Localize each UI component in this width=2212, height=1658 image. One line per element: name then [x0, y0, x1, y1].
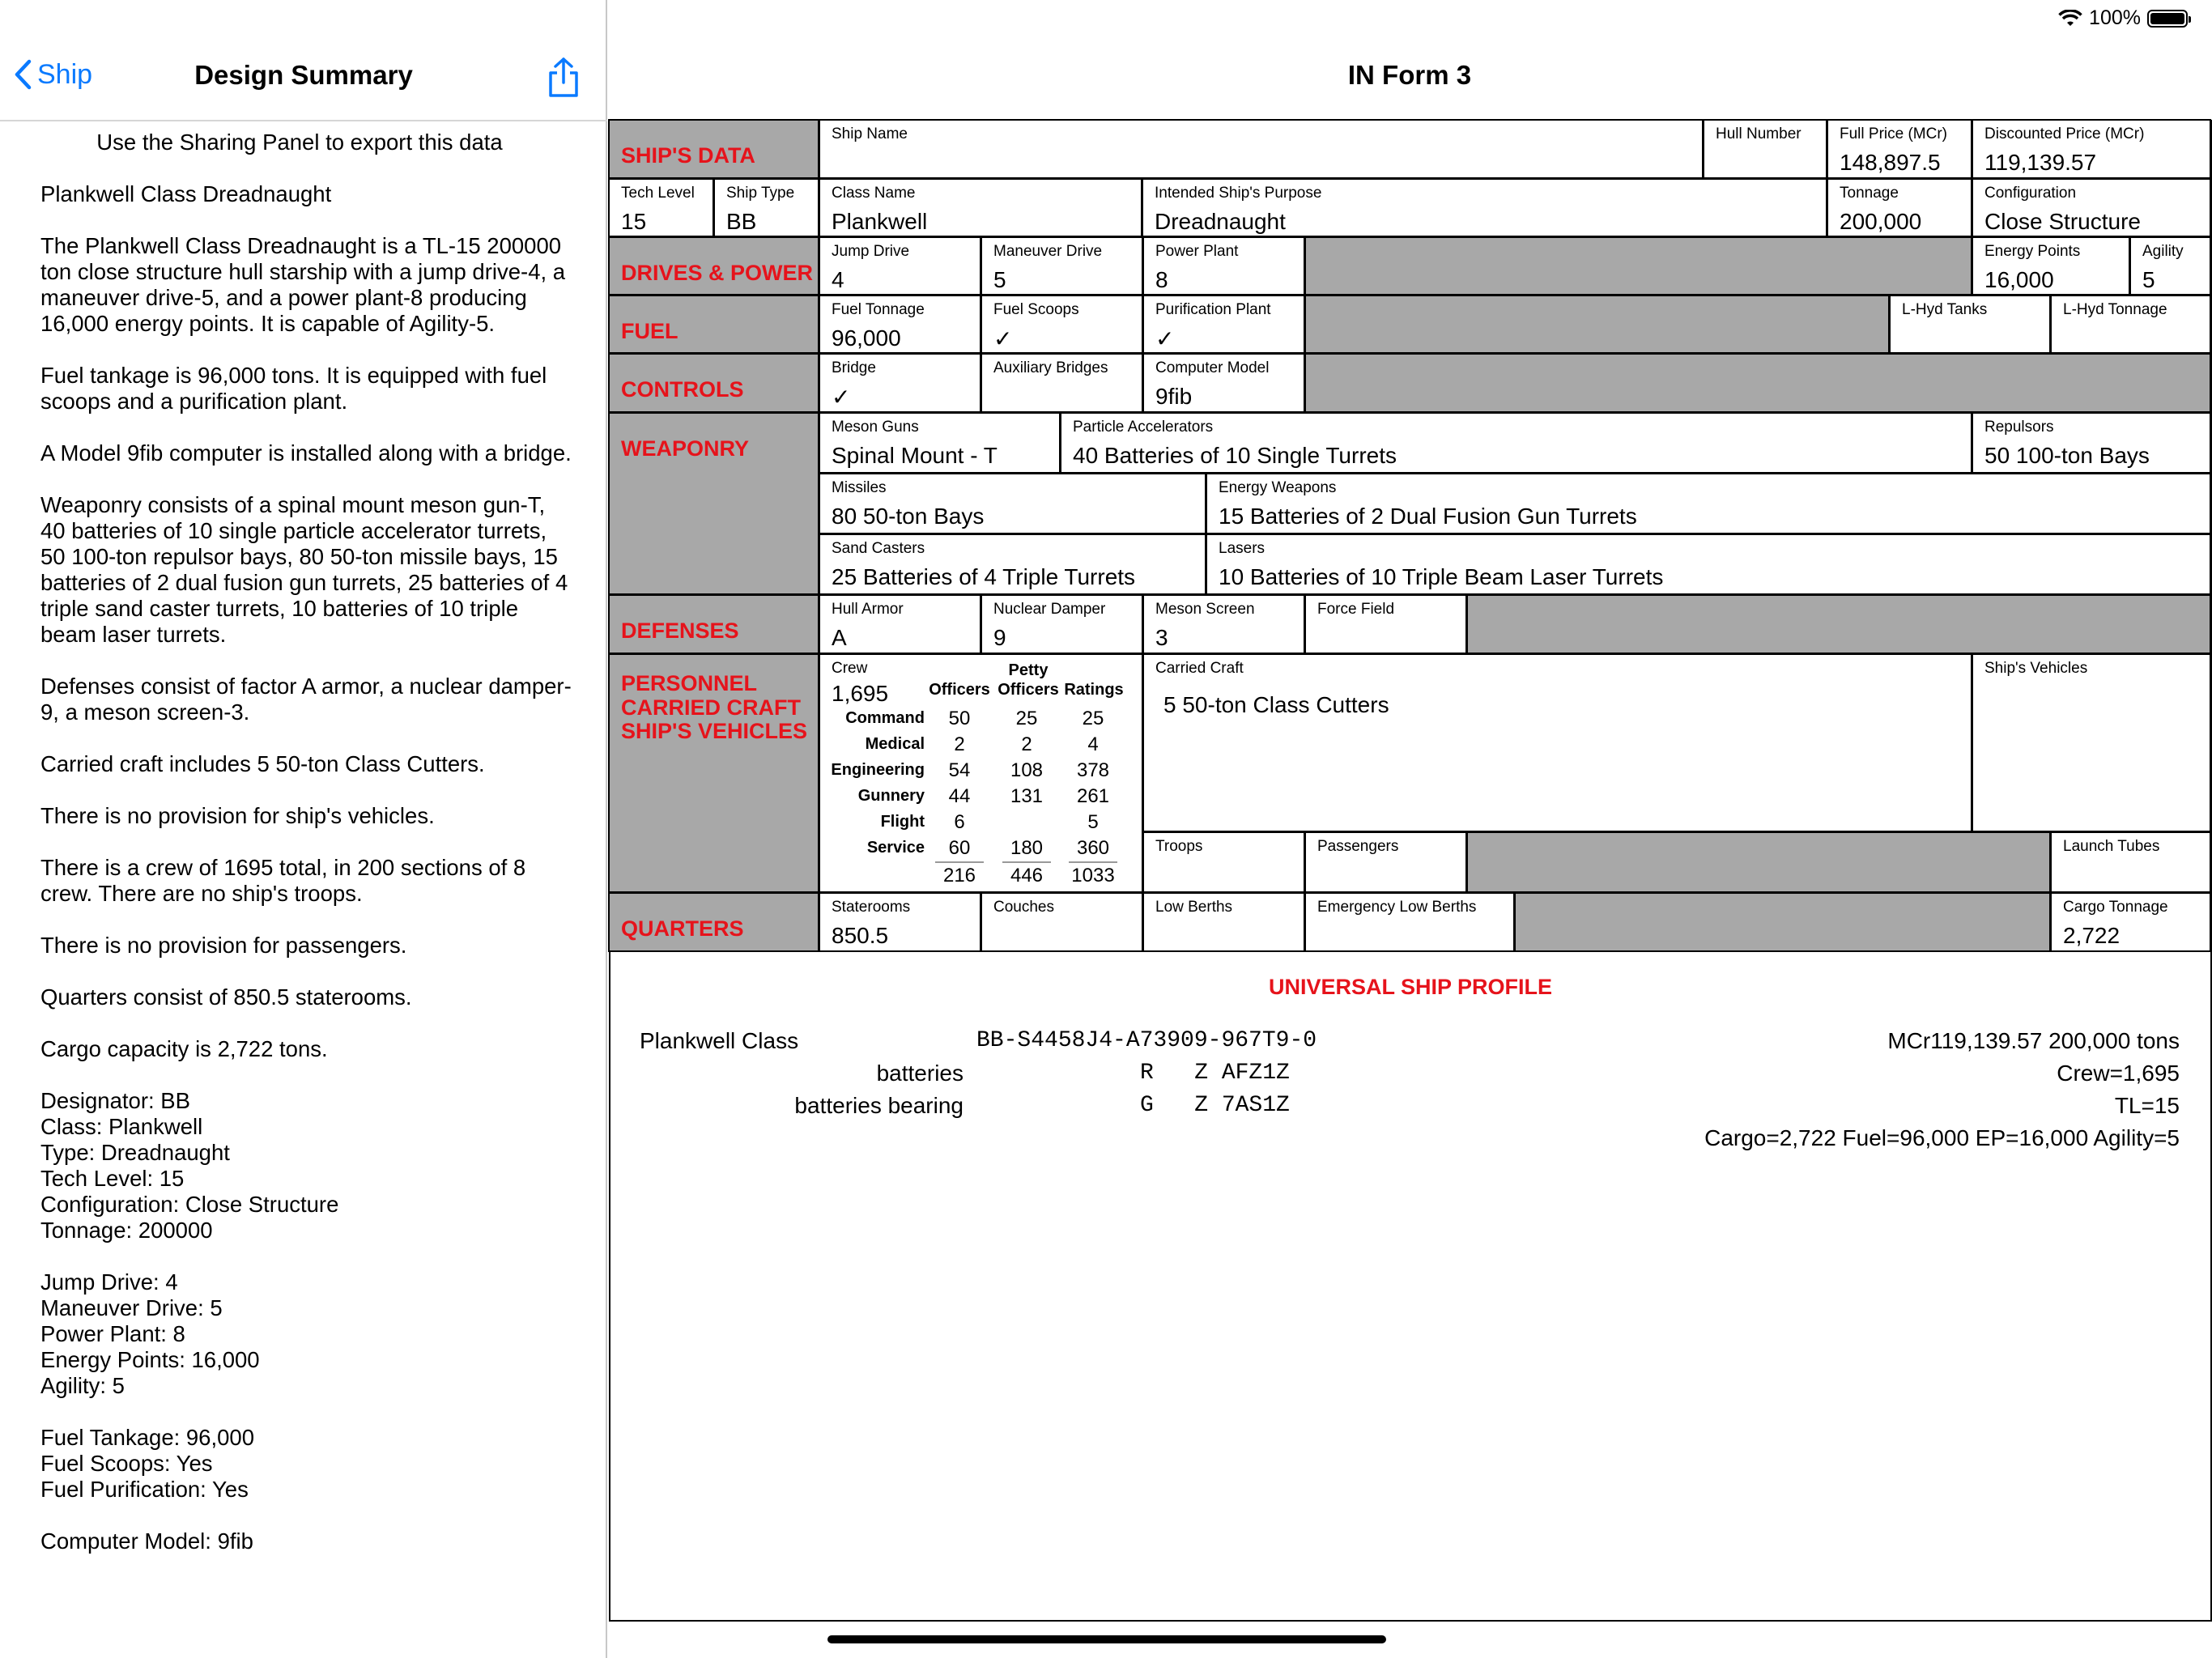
crew-header-ratings: Ratings	[1064, 681, 1124, 699]
blank-gray-cell	[1514, 892, 2051, 952]
ship-type-field[interactable]	[713, 178, 819, 237]
field-value: 96,000	[832, 325, 901, 351]
blank-gray-cell	[1466, 831, 2051, 893]
export-hint: Use the Sharing Panel to export this data	[96, 130, 503, 155]
field-label: Ship Name	[832, 125, 908, 142]
field-value: 9fib	[1155, 384, 1193, 409]
section-ships-data	[608, 119, 819, 179]
ship-name-field[interactable]	[819, 119, 1704, 179]
hull-armor-field[interactable]	[819, 594, 981, 654]
field-label: Repulsors	[1984, 419, 2054, 436]
field-value: 850.5	[832, 923, 889, 948]
field-value: Plankwell	[832, 209, 928, 234]
field-value: Dreadnaught	[1155, 209, 1286, 234]
blank-gray-cell	[1304, 236, 1972, 295]
field-label: Discounted Price (MCr)	[1984, 125, 2145, 142]
usp-crew: Crew=1,695	[2057, 1061, 2180, 1086]
section-label: QUARTERS	[621, 916, 744, 941]
summary-paragraph: There is a crew of 1695 total, in 200 sections of 8 crew. There are no ship's troops.	[40, 855, 526, 906]
field-label: Fuel Scoops	[993, 301, 1079, 318]
lasers-field[interactable]	[1206, 534, 2211, 595]
field-label: Low Berths	[1155, 899, 1233, 916]
crew-cell: 54	[948, 759, 971, 781]
field-value: 148,897.5	[1840, 150, 1941, 175]
field-label: Lasers	[1219, 540, 1266, 557]
field-label: Purification Plant	[1155, 301, 1271, 318]
summary-paragraph: Cargo capacity is 2,722 tons.	[40, 1036, 328, 1061]
usp-title: UNIVERSAL SHIP PROFILE	[1268, 975, 1553, 999]
blank-gray-cell	[1466, 594, 2211, 654]
field-label: Maneuver Drive	[993, 243, 1103, 260]
field-value: 10 Batteries of 10 Triple Beam Laser Turrets	[1219, 564, 1664, 589]
summary-paragraph: Computer Model: 9fib	[40, 1528, 253, 1554]
fuel-tonnage-field[interactable]	[819, 295, 981, 354]
tonnage-field[interactable]	[1827, 178, 1972, 237]
usp-batteries-bearing-code: G Z 7AS1Z	[1140, 1093, 1290, 1118]
field-value: ✓	[993, 326, 1013, 351]
field-value: 15	[621, 209, 647, 234]
field-value: 3	[1155, 625, 1168, 650]
section-drives-power	[608, 236, 819, 295]
energy-points-field[interactable]	[1972, 236, 2130, 295]
summary-paragraph: Fuel tankage is 96,000 tons. It is equipped with fuel scoops and a purification plant.	[40, 363, 547, 414]
crew-cell: 378	[1076, 759, 1110, 781]
field-label: Energy Weapons	[1219, 479, 1337, 496]
field-label: Force Field	[1317, 601, 1395, 618]
field-label: Launch Tubes	[2063, 838, 2160, 855]
crew-cell: 25	[1082, 708, 1104, 729]
field-label: Jump Drive	[832, 243, 910, 260]
crew-total-divider	[1069, 861, 1117, 863]
section-label: CARRIED CRAFT	[621, 695, 801, 720]
summary-paragraph: Plankwell Class Dreadnaught	[40, 181, 332, 206]
section-quarters	[608, 892, 819, 952]
meson-screen-field[interactable]	[1142, 594, 1305, 654]
summary-paragraph: There is no provision for passengers.	[40, 933, 407, 958]
crew-total: 1,695	[832, 681, 889, 706]
staterooms-field[interactable]	[819, 892, 981, 952]
section-defenses	[608, 594, 819, 654]
section-fuel	[608, 295, 819, 354]
field-label: Troops	[1155, 838, 1203, 855]
crew-cell: 180	[1010, 837, 1044, 859]
home-indicator[interactable]	[827, 1635, 1386, 1643]
field-label: Couches	[993, 899, 1054, 916]
carried-craft-field[interactable]	[1142, 653, 1972, 832]
field-value: 8	[1155, 267, 1168, 292]
section-label: SHIP'S VEHICLES	[621, 719, 807, 743]
field-value: 200,000	[1840, 209, 1922, 234]
class-name-field[interactable]	[819, 178, 1142, 237]
share-button[interactable]	[544, 57, 583, 99]
usp-code: BB-S4458J4-A73909-967T9-0	[976, 1028, 1317, 1053]
summary-paragraph: Weaponry consists of a spinal mount meson gun-T, 40 batteries of 10 single particle accelerator turrets, 50 100-ton repulsor bays, 80 50-ton missile bays, 15 batteries of 2 dual fusion gun turrets, 25 batteries of 4 triple sand caster turrets, 10 batteries of 10 triple beam laser turrets.	[40, 492, 568, 647]
hull-number-field[interactable]	[1703, 119, 1827, 179]
missiles-field[interactable]	[819, 473, 1206, 534]
field-label: Auxiliary Bridges	[993, 359, 1108, 376]
nuclear-damper-field[interactable]	[981, 594, 1143, 654]
summary-paragraph: Carried craft includes 5 50-ton Class Cutters.	[40, 751, 485, 776]
field-value: Spinal Mount - T	[832, 443, 998, 468]
section-label: FUEL	[621, 319, 678, 343]
field-label: Full Price (MCr)	[1840, 125, 1947, 142]
back-button-label: Ship	[37, 58, 93, 90]
wifi-icon	[2058, 10, 2082, 28]
low-berths-field[interactable]	[1142, 892, 1305, 952]
usp-price-tonnage: MCr119,139.57 200,000 tons	[1887, 1028, 2180, 1053]
field-label: Agility	[2142, 243, 2184, 260]
usp-tech-level: TL=15	[2114, 1093, 2180, 1118]
field-label: Computer Model	[1155, 359, 1270, 376]
field-label: L-Hyd Tonnage	[2063, 301, 2167, 318]
field-value: 5 50-ton Class Cutters	[1163, 692, 1389, 717]
field-label: Meson Guns	[832, 419, 919, 436]
status-bar-right	[2058, 6, 2188, 30]
section-label: WEAPONRY	[621, 436, 750, 461]
field-label: Particle Accelerators	[1073, 419, 1214, 436]
section-controls	[608, 353, 819, 413]
crew-row-gunnery: Gunnery	[857, 787, 925, 805]
crew-row-command: Command	[845, 709, 925, 727]
section-label: DEFENSES	[621, 619, 739, 643]
usp-batteries-label: batteries	[876, 1061, 963, 1086]
field-label: Passengers	[1317, 838, 1399, 855]
field-value: BB	[726, 209, 757, 234]
field-value: Close Structure	[1984, 209, 2141, 234]
summary-paragraph: Defenses consist of factor A armor, a nuclear damper-9, a meson screen-3.	[40, 674, 572, 725]
repulsors-field[interactable]	[1972, 412, 2211, 474]
auxiliary-bridges-field[interactable]	[981, 353, 1143, 413]
field-value: 50 100-ton Bays	[1984, 443, 2150, 468]
field-label: Class Name	[832, 185, 916, 202]
field-label: Crew	[832, 660, 868, 677]
field-label: Intended Ship's Purpose	[1155, 185, 1322, 202]
page-title: Design Summary	[194, 60, 413, 90]
force-field-field[interactable]	[1304, 594, 1467, 654]
full-price-field[interactable]	[1827, 119, 1972, 179]
field-value: 40 Batteries of 10 Single Turrets	[1073, 443, 1397, 468]
summary-paragraph: Jump Drive: 4 Maneuver Drive: 5 Power Plant: 8 Energy Points: 16,000 Agility: 5	[40, 1269, 260, 1398]
sand-casters-field[interactable]	[819, 534, 1206, 595]
crew-cell: 2	[1021, 733, 1032, 755]
field-label: Sand Casters	[832, 540, 925, 557]
lhyd-tonnage-field[interactable]	[2050, 295, 2211, 354]
crew-cell: 25	[1015, 708, 1038, 729]
blank-gray-cell	[1304, 295, 1890, 354]
launch-tubes-field[interactable]	[2050, 831, 2211, 893]
crew-cell: 4	[1087, 733, 1099, 755]
discounted-price-field[interactable]	[1972, 119, 2211, 179]
field-label: Staterooms	[832, 899, 911, 916]
ships-vehicles-field[interactable]	[1972, 653, 2211, 832]
field-label: L-Hyd Tanks	[1902, 301, 1988, 318]
crew-total-divider	[935, 861, 984, 863]
jump-drive-field[interactable]	[819, 236, 981, 295]
field-label: Tech Level	[621, 185, 695, 202]
field-label: Power Plant	[1155, 243, 1239, 260]
field-value: ✓	[832, 385, 851, 410]
computer-model-field[interactable]	[1142, 353, 1305, 413]
crew-row-flight: Flight	[880, 813, 925, 831]
particle-accelerators-field[interactable]	[1060, 412, 1972, 474]
section-personnel	[608, 653, 819, 893]
section-label: SHIP'S DATA	[621, 143, 755, 168]
usp-class-name: Plankwell Class	[640, 1028, 799, 1053]
battery-icon	[2147, 10, 2188, 28]
field-value: 9	[993, 625, 1006, 650]
maneuver-drive-field[interactable]	[981, 236, 1143, 295]
usp-batteries-code: R Z AFZ1Z	[1140, 1061, 1290, 1086]
crew-header-petty-officers: Petty Officers	[998, 661, 1059, 699]
field-label: Carried Craft	[1155, 660, 1244, 677]
field-label: Hull Armor	[832, 601, 904, 618]
summary-paragraph: The Plankwell Class Dreadnaught is a TL-15 200000 ton close structure hull starship with a jump drive-4, a maneuver drive-5, and a power plant-8 producing 16,000 energy points. It is capable of Agility-5.	[40, 233, 566, 336]
crew-total-cell: 216	[942, 865, 976, 886]
nav-divider	[0, 120, 607, 121]
usp-cargo-fuel-ep-agility: Cargo=2,722 Fuel=96,000 EP=16,000 Agility=5	[1704, 1125, 2180, 1150]
troops-field[interactable]	[1142, 831, 1305, 893]
summary-text	[40, 130, 575, 1580]
field-value: 5	[2142, 267, 2155, 292]
field-value: 15 Batteries of 2 Dual Fusion Gun Turrets	[1219, 504, 1637, 529]
crew-row-engineering: Engineering	[831, 761, 925, 779]
crew-cell: 2	[954, 733, 965, 755]
meson-guns-field[interactable]	[819, 412, 1061, 474]
form-title: IN Form 3	[1347, 60, 1472, 90]
crew-row-service: Service	[866, 839, 925, 857]
field-value: A	[832, 625, 847, 650]
field-label: Energy Points	[1984, 243, 2081, 260]
field-value: ✓	[1155, 326, 1175, 351]
field-label: Meson Screen	[1155, 601, 1255, 618]
crew-cell: 60	[948, 837, 971, 859]
crew-total-divider	[1002, 861, 1051, 863]
crew-cell: 360	[1076, 837, 1110, 859]
purpose-field[interactable]	[1142, 178, 1827, 237]
share-icon	[544, 57, 583, 99]
summary-paragraph: Designator: BB Class: Plankwell Type: Dreadnaught Tech Level: 15 Configuration: Close Structure Tonnage: 200000	[40, 1088, 339, 1243]
battery-percent: 100%	[2089, 6, 2141, 29]
blank-gray-cell	[1304, 353, 2211, 413]
usp-batteries-bearing-label: batteries bearing	[794, 1093, 963, 1118]
crew-cell: 5	[1087, 811, 1099, 833]
crew-cell: 131	[1010, 785, 1044, 807]
field-label: Missiles	[832, 479, 887, 496]
field-label: Configuration	[1984, 185, 2077, 202]
field-label: Emergency Low Berths	[1317, 899, 1477, 916]
agility-field[interactable]	[2129, 236, 2211, 295]
field-value: 25 Batteries of 4 Triple Turrets	[832, 564, 1136, 589]
power-plant-field[interactable]	[1142, 236, 1305, 295]
crew-cell: 108	[1010, 759, 1044, 781]
field-label: Hull Number	[1716, 125, 1802, 142]
section-weaponry	[608, 412, 819, 595]
field-value: 2,722	[2063, 923, 2121, 948]
crew-total-cell: 446	[1010, 865, 1044, 886]
tech-level-field[interactable]	[608, 178, 714, 237]
emergency-low-berths-field[interactable]	[1304, 892, 1515, 952]
crew-cell: 261	[1076, 785, 1110, 807]
field-value: 80 50-ton Bays	[832, 504, 985, 529]
field-label: Ship's Vehicles	[1984, 660, 2088, 677]
energy-weapons-field[interactable]	[1206, 473, 2211, 534]
field-value: 119,139.57	[1984, 150, 2097, 175]
passengers-field[interactable]	[1304, 831, 1467, 893]
field-label: Fuel Tonnage	[832, 301, 925, 318]
summary-paragraph: Fuel Tankage: 96,000 Fuel Scoops: Yes Fuel Purification: Yes	[40, 1425, 255, 1502]
field-value: 4	[832, 267, 844, 292]
field-label: Cargo Tonnage	[2063, 899, 2168, 916]
bridge-field[interactable]	[819, 353, 981, 413]
summary-paragraph: Quarters consist of 850.5 staterooms.	[40, 984, 412, 1010]
section-label: DRIVES & POWER	[621, 261, 814, 285]
field-label: Ship Type	[726, 185, 795, 202]
field-label: Bridge	[832, 359, 876, 376]
lhyd-tanks-field[interactable]	[1889, 295, 2051, 354]
summary-paragraph: There is no provision for ship's vehicles.	[40, 803, 435, 828]
field-label: Tonnage	[1840, 185, 1899, 202]
couches-field[interactable]	[981, 892, 1143, 952]
crew-row-medical: Medical	[865, 735, 925, 753]
crew-cell: 50	[948, 708, 971, 729]
section-label: CONTROLS	[621, 377, 744, 402]
field-label: Nuclear Damper	[993, 601, 1106, 618]
crew-header-officers: Officers	[929, 681, 990, 699]
field-value: 5	[993, 267, 1006, 292]
purification-plant-field[interactable]	[1142, 295, 1305, 354]
configuration-field[interactable]	[1972, 178, 2211, 237]
field-value: 16,000	[1984, 267, 2054, 292]
section-label: PERSONNEL	[621, 671, 758, 695]
crew-cell: 44	[948, 785, 971, 807]
fuel-scoops-field[interactable]	[981, 295, 1143, 354]
cargo-tonnage-field[interactable]	[2050, 892, 2211, 952]
crew-cell: 6	[954, 811, 965, 833]
summary-paragraph: A Model 9fib computer is installed along with a bridge.	[40, 440, 572, 466]
crew-total-cell: 1033	[1071, 865, 1115, 886]
